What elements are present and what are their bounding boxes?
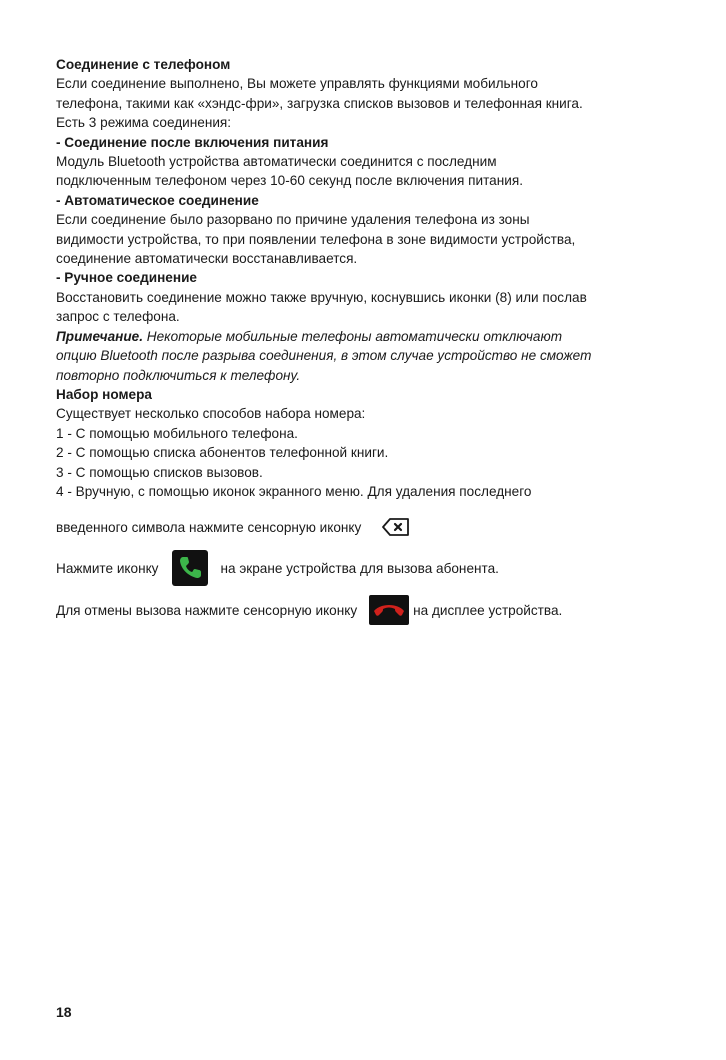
intro-line-2: телефона, такими как «хэндс-фри», загрузка списков вызовов и телефонная книга. (56, 95, 583, 111)
backspace-text: введенного символа нажмите сенсорную иконку (56, 519, 362, 535)
call-instruction (56, 549, 686, 587)
dialing-intro: Существует несколько способов набора номера: (56, 406, 366, 422)
end-call-instruction (56, 593, 686, 627)
backspace-icon (381, 517, 411, 537)
dialing-method: 2 - С помощью списка абонентов телефонной книги. (56, 445, 389, 461)
note-line-2: опцию Bluetooth после разрыва соединения, в этом случае устройство не сможет (56, 348, 592, 364)
mode-text: видимости устройства, то при появлении телефона в зоне видимости устройства, (56, 231, 576, 247)
backspace-instruction (56, 515, 686, 539)
mode-title-manual: - Ручное соединение (56, 270, 197, 286)
dialing-method: 1 - С помощью мобильного телефона. (56, 425, 298, 441)
note-label: Примечание. (56, 328, 143, 344)
mode-text: Модуль Bluetooth устройства автоматически соединится с последним (56, 154, 497, 170)
section-heading-phone-connection: Соединение с телефоном (56, 57, 231, 72)
mode-text: подключенным телефоном через 10-60 секунд после включения питания. (56, 173, 523, 189)
mode-text: Восстановить соединение можно также вручную, коснувшись иконки (8) или послав (56, 289, 587, 305)
mode-text: Если соединение было разорвано по причине удаления телефона из зоны (56, 212, 530, 228)
red-hangup-icon (369, 595, 409, 625)
note-line-3: повторно подключиться к телефону. (56, 367, 301, 383)
dialing-method: 3 - С помощью списков вызовов. (56, 464, 263, 480)
mode-text: запрос с телефона. (56, 309, 180, 325)
green-phone-icon (172, 550, 208, 586)
note-line-1 (56, 327, 686, 346)
intro-line-1: Если соединение выполнено, Вы можете управлять функциями мобильного (56, 76, 538, 92)
call-text-after: на экране устройства для вызова абонента. (220, 560, 499, 576)
section-heading-dialing: Набор номера (56, 386, 152, 402)
intro-line-3: Есть 3 режима соединения: (56, 115, 232, 131)
call-text-before: Нажмите иконку (56, 560, 159, 576)
end-text-before: Для отмены вызова нажмите сенсорную иконку (56, 602, 358, 618)
mode-title-power-on: - Соединение после включения питания (56, 134, 329, 150)
end-text-after: на дисплее устройства. (413, 602, 563, 618)
manual-page (56, 55, 686, 627)
mode-text: соединение автоматически восстанавливается. (56, 251, 358, 267)
dialing-method: 4 - Вручную, с помощью иконок экранного меню. Для удаления последнего (56, 483, 532, 499)
note-text: Некоторые мобильные телефоны автоматически отключают (143, 328, 563, 344)
mode-title-automatic: - Автоматическое соединение (56, 192, 259, 208)
page-number: 18 (56, 1004, 72, 1020)
